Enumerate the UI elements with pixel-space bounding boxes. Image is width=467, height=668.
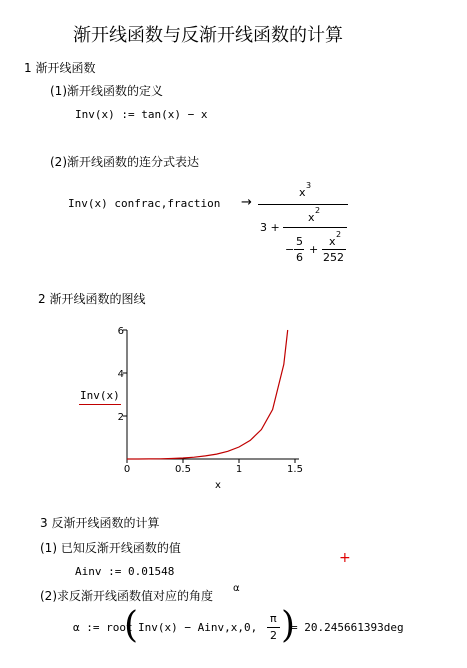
frac-top-exp: 3 bbox=[306, 181, 312, 190]
left-paren-icon: ( bbox=[124, 605, 139, 646]
pi-denominator: 2 bbox=[270, 629, 277, 642]
y-tick-label: 4 bbox=[117, 369, 124, 380]
right-paren-icon: ) bbox=[281, 605, 296, 646]
alpha-expr-args: Inv(x) − Ainv,x,0, bbox=[138, 621, 258, 634]
x-tick-label: 1 bbox=[235, 464, 243, 475]
y-tick-label: 2 bbox=[117, 412, 124, 423]
frac-main-bar bbox=[258, 204, 348, 205]
frac-top-base: x bbox=[299, 186, 306, 199]
inv-definition[interactable]: Inv(x) := tan(x) − x bbox=[75, 108, 208, 121]
frac-three-plus: 3 + bbox=[260, 221, 280, 234]
x-tick-label: 0 bbox=[123, 464, 131, 475]
frac-plus: + bbox=[309, 243, 319, 256]
y-tick-label: 6 bbox=[117, 326, 124, 337]
frac-bottom-base: x bbox=[329, 235, 336, 248]
x-tick-label: 0.5 bbox=[175, 464, 191, 475]
frac-252-bar bbox=[322, 249, 346, 250]
frac-six: 6 bbox=[296, 251, 303, 264]
pi-fraction-bar bbox=[267, 627, 280, 628]
x-tick-label: 1.5 bbox=[287, 464, 303, 475]
page-title: 渐开线函数与反渐开线函数的计算 bbox=[73, 25, 343, 46]
frac-five: 5 bbox=[296, 235, 303, 248]
frac-minus: − bbox=[285, 243, 295, 256]
section-3-sub1: (1) 已知反渐开线函数的值 bbox=[40, 541, 181, 555]
arrow-symbol: → bbox=[241, 195, 252, 210]
inv-curve-line bbox=[127, 330, 288, 459]
frac-252: 252 bbox=[323, 251, 344, 264]
pi-symbol: π bbox=[270, 612, 277, 625]
cursor-crosshair-icon: + bbox=[339, 550, 351, 566]
chart-legend-label: Inv(x) bbox=[80, 389, 120, 402]
frac-mid-base: x bbox=[308, 211, 315, 224]
frac-mid-bar bbox=[283, 227, 347, 228]
section-1-heading: 1 渐开线函数 bbox=[24, 61, 96, 75]
confrac-lhs: Inv(x) confrac,fraction bbox=[68, 197, 221, 210]
alpha-expr-lhs: α := root bbox=[73, 621, 133, 634]
alpha-result: = 20.245661393deg bbox=[291, 621, 404, 634]
section-1-sub1: (1)渐开线函数的定义 bbox=[50, 84, 163, 98]
ainv-definition[interactable]: Ainv := 0.01548 bbox=[75, 565, 175, 578]
section-3-sub2: (2)求反渐开线函数值对应的角度 bbox=[40, 589, 213, 603]
frac-five-six-bar bbox=[294, 249, 304, 250]
section-3-heading: 3 反渐开线函数的计算 bbox=[40, 516, 160, 530]
chart-legend-swatch bbox=[79, 404, 121, 405]
alpha-symbol-heading: α bbox=[233, 583, 240, 594]
section-1-sub2: (2)渐开线函数的连分式表达 bbox=[50, 155, 199, 169]
section-2-heading: 2 渐开线函数的图线 bbox=[38, 292, 146, 306]
frac-bottom-exp: 2 bbox=[336, 230, 342, 239]
chart-xaxis-label: x bbox=[215, 480, 221, 491]
frac-mid-exp: 2 bbox=[315, 206, 321, 215]
